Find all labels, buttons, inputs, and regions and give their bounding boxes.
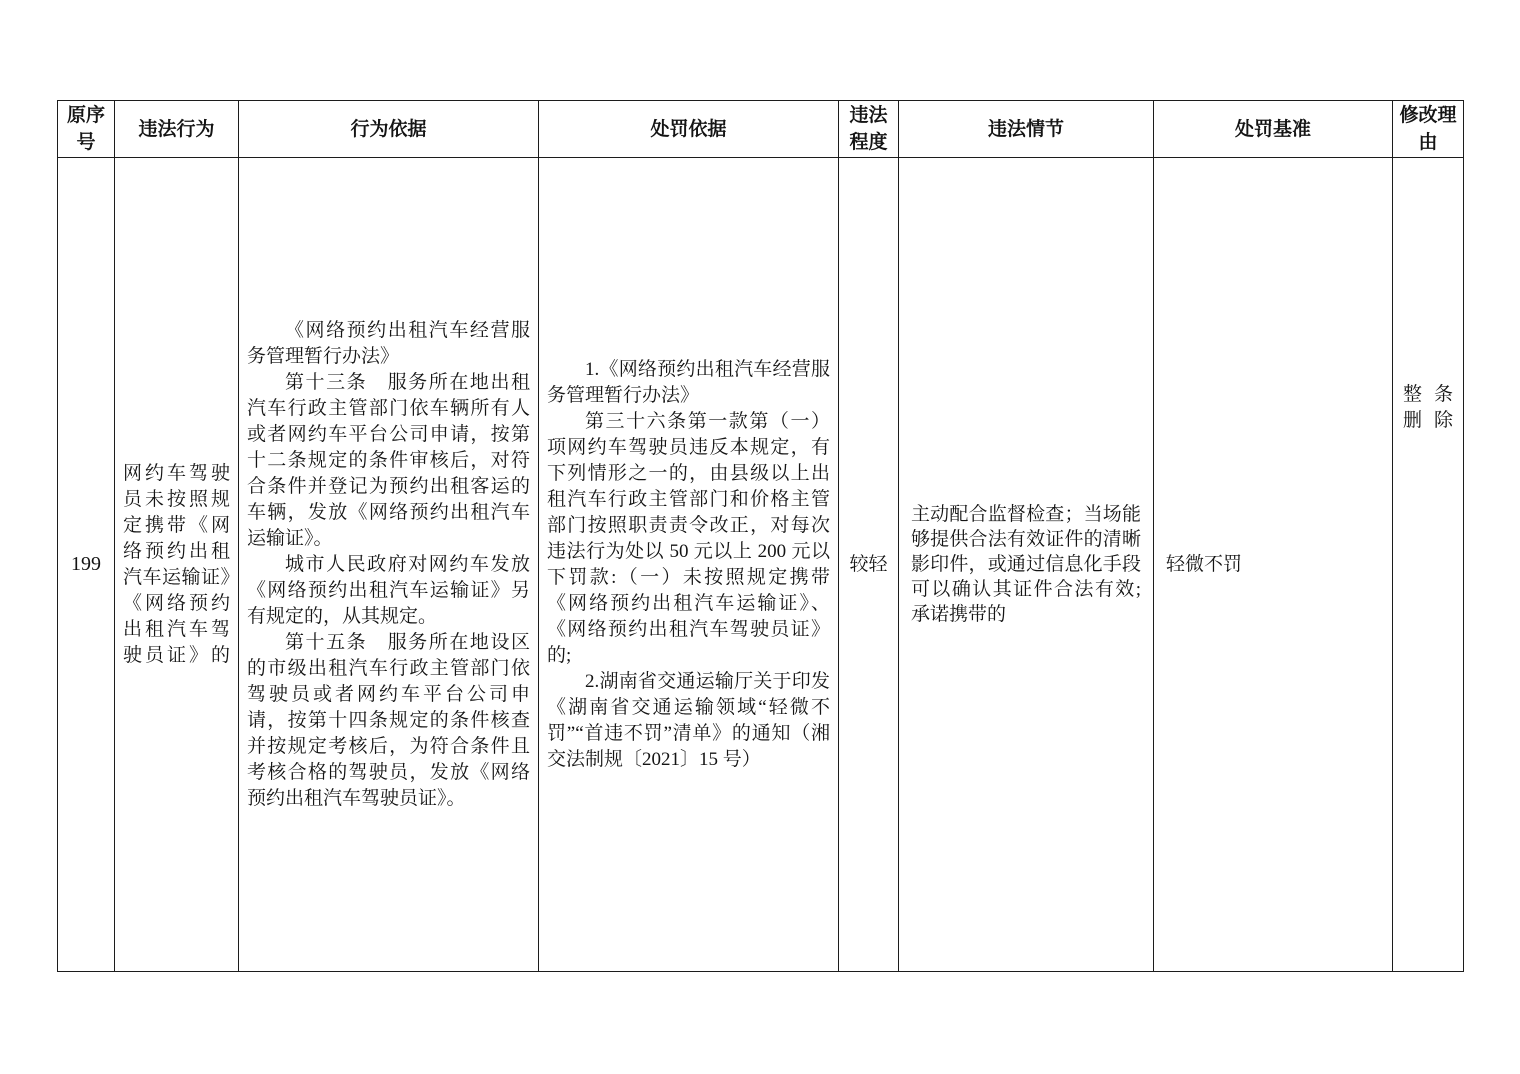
paragraph: 《网络预约出租汽车经营服务管理暂行办法》 [247,319,530,367]
header-act-basis: 行为依据 [239,101,539,158]
header-original-no: 原序号 [58,101,115,158]
header-benchmark: 处罚基准 [1154,101,1393,158]
paragraph: 2.湖南省交通运输厅关于印发《湖南省交通运输领域“轻微不罚”“首违不罚”清单》的通知（湘交法制规〔2021〕15 号） [547,670,830,770]
cell-illegal-act: 网约车驾驶员未按照规定携带《网络预约出租汽车运输证》《网络预约出租汽车驾驶员证》的 [115,158,239,972]
cell-act-basis [239,158,539,972]
cell-original-no: 199 [58,158,115,972]
paragraph: 第三十六条第一款第（一）项网约车驾驶员违反本规定，有下列情形之一的，由县级以上出租汽车行政主管部门和价格主管部门按照职责责令改正，对每次违法行为处以 50 元以上 200 元以下罚款:（一）未按照规定携带《网络预约出租汽车运输证》、《网络预约出租汽车驾驶员证》的; [547,410,830,666]
cell-circumstance: 主动配合监督检查；当场能够提供合法有效证件的清晰影印件，或通过信息化手段可以确认其证件合法有效;承诺携带的 [899,158,1154,972]
header-circumstance: 违法情节 [899,101,1154,158]
paragraph: 第十五条 服务所在地设区的市级出租汽车行政主管部门依驾驶员或者网约车平台公司申请，按第十四条规定的条件核查并按规定考核后，为符合条件且考核合格的驾驶员，发放《网络预约出租汽车驾驶员证》。 [247,631,530,809]
paragraph: 第十三条 服务所在地出租汽车行政主管部门依车辆所有人或者网约车平台公司申请，按第十二条规定的条件审核后，对符合条件并登记为预约出租客运的车辆，发放《网络预约出租汽车运输证》。 [247,371,530,549]
paragraph: 城市人民政府对网约车发放《网络预约出租汽车运输证》另有规定的，从其规定。 [247,553,530,627]
violation-table [57,100,1464,972]
header-row [58,101,1464,158]
header-illegal-act: 违法行为 [115,101,239,158]
cell-severity: 较轻 [839,158,899,972]
header-severity: 违法程度 [839,101,899,158]
table-row [58,158,1464,972]
cell-revision-reason: 整条删除 [1393,158,1464,972]
paragraph: 1.《网络预约出租汽车经营服务管理暂行办法》 [547,358,830,406]
header-penalty-basis: 处罚依据 [539,101,839,158]
cell-penalty-benchmark: 轻微不罚 [1154,158,1393,972]
header-revision-reason: 修改理由 [1393,101,1464,158]
cell-penalty-basis [539,158,839,972]
